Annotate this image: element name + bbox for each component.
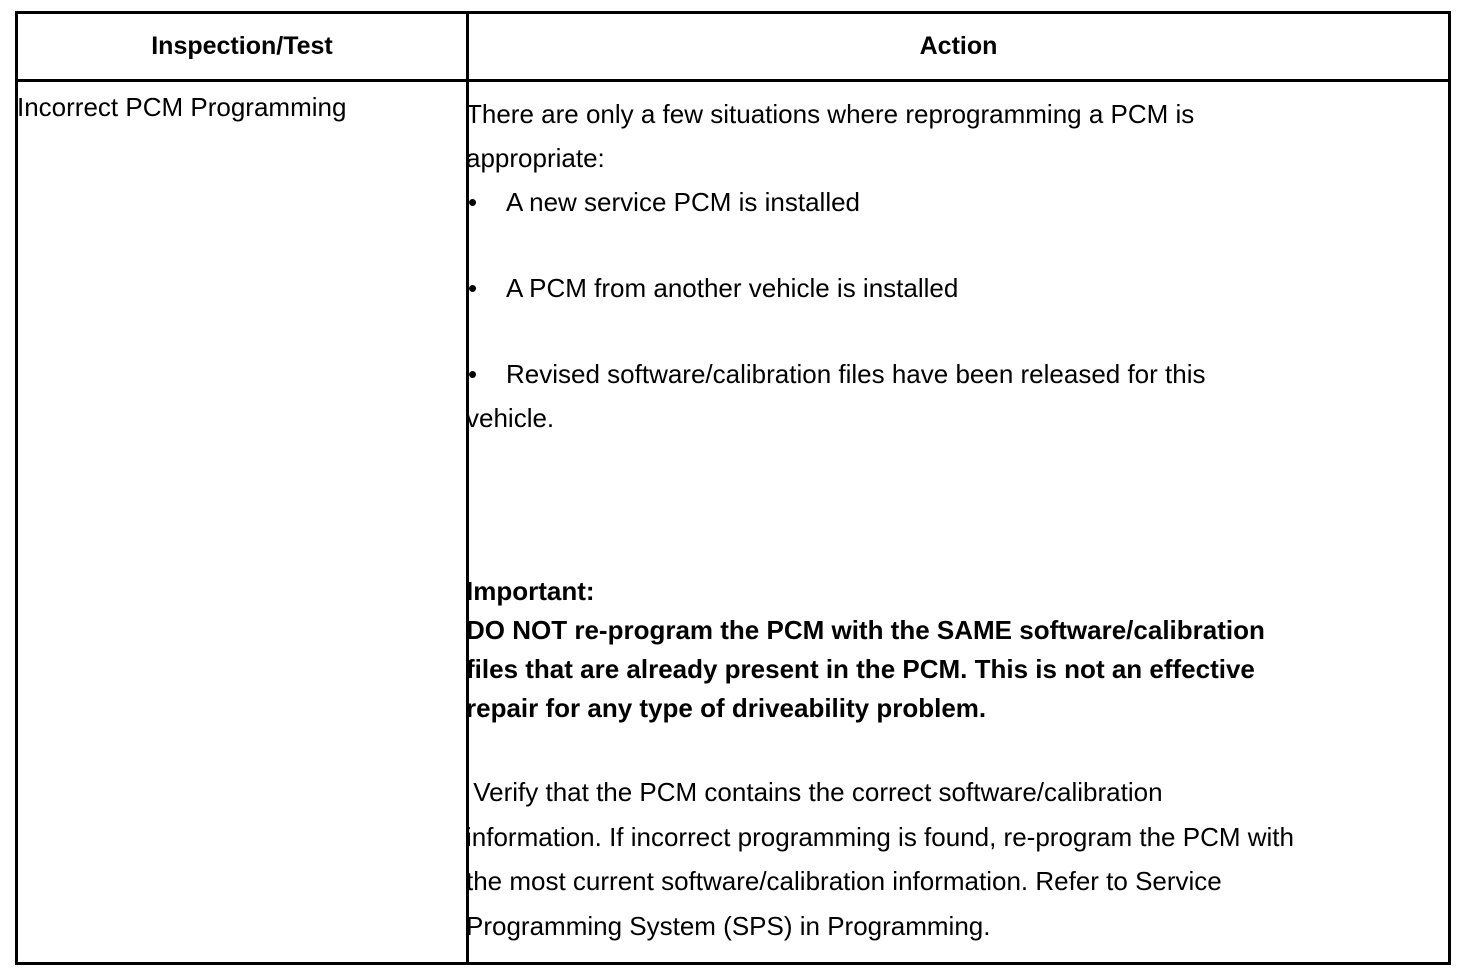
bullet-text: A new service PCM is installed <box>506 187 861 217</box>
verify-paragraph <box>466 770 1356 948</box>
bullet-icon: • <box>468 273 478 303</box>
header-divider <box>18 79 1448 82</box>
intro-paragraph <box>466 92 1266 180</box>
bullet-icon: • <box>468 359 478 389</box>
verify-line: Verify that the PCM contains the correct software/calibration <box>466 777 1163 807</box>
intro-line: appropriate: <box>466 143 605 173</box>
verify-line: information. If incorrect programming is found, re-program the PCM with <box>466 821 1294 852</box>
bullet-item <box>466 352 1366 396</box>
bullet-item <box>466 180 1366 224</box>
verify-line: the most current software/calibration information. Refer to Service <box>466 866 1222 896</box>
bullet-continuation: vehicle. <box>466 403 555 433</box>
inspection-cell: Incorrect PCM Programming <box>17 92 347 122</box>
important-line: files that are already present in the PCM. This is not an effective <box>466 654 1255 684</box>
action-cell <box>466 92 1366 948</box>
bullet-item <box>466 266 1366 310</box>
important-line: DO NOT re-program the PCM with the SAME software/calibration <box>466 615 1265 645</box>
important-line: repair for any type of driveability problem. <box>466 693 987 723</box>
important-notice <box>466 611 1336 728</box>
bullet-text: Revised software/calibration files have been released for this <box>506 359 1206 389</box>
intro-line: There are only a few situations where reprogramming a PCM is <box>466 99 1195 129</box>
bullet-icon: • <box>468 187 478 217</box>
verify-line: Programming System (SPS) in Programming. <box>466 910 991 941</box>
important-label: Important: <box>466 576 595 606</box>
header-inspection-test: Inspection/Test <box>151 32 333 60</box>
bullet-text: A PCM from another vehicle is installed <box>506 273 959 303</box>
header-action: Action <box>919 32 998 60</box>
